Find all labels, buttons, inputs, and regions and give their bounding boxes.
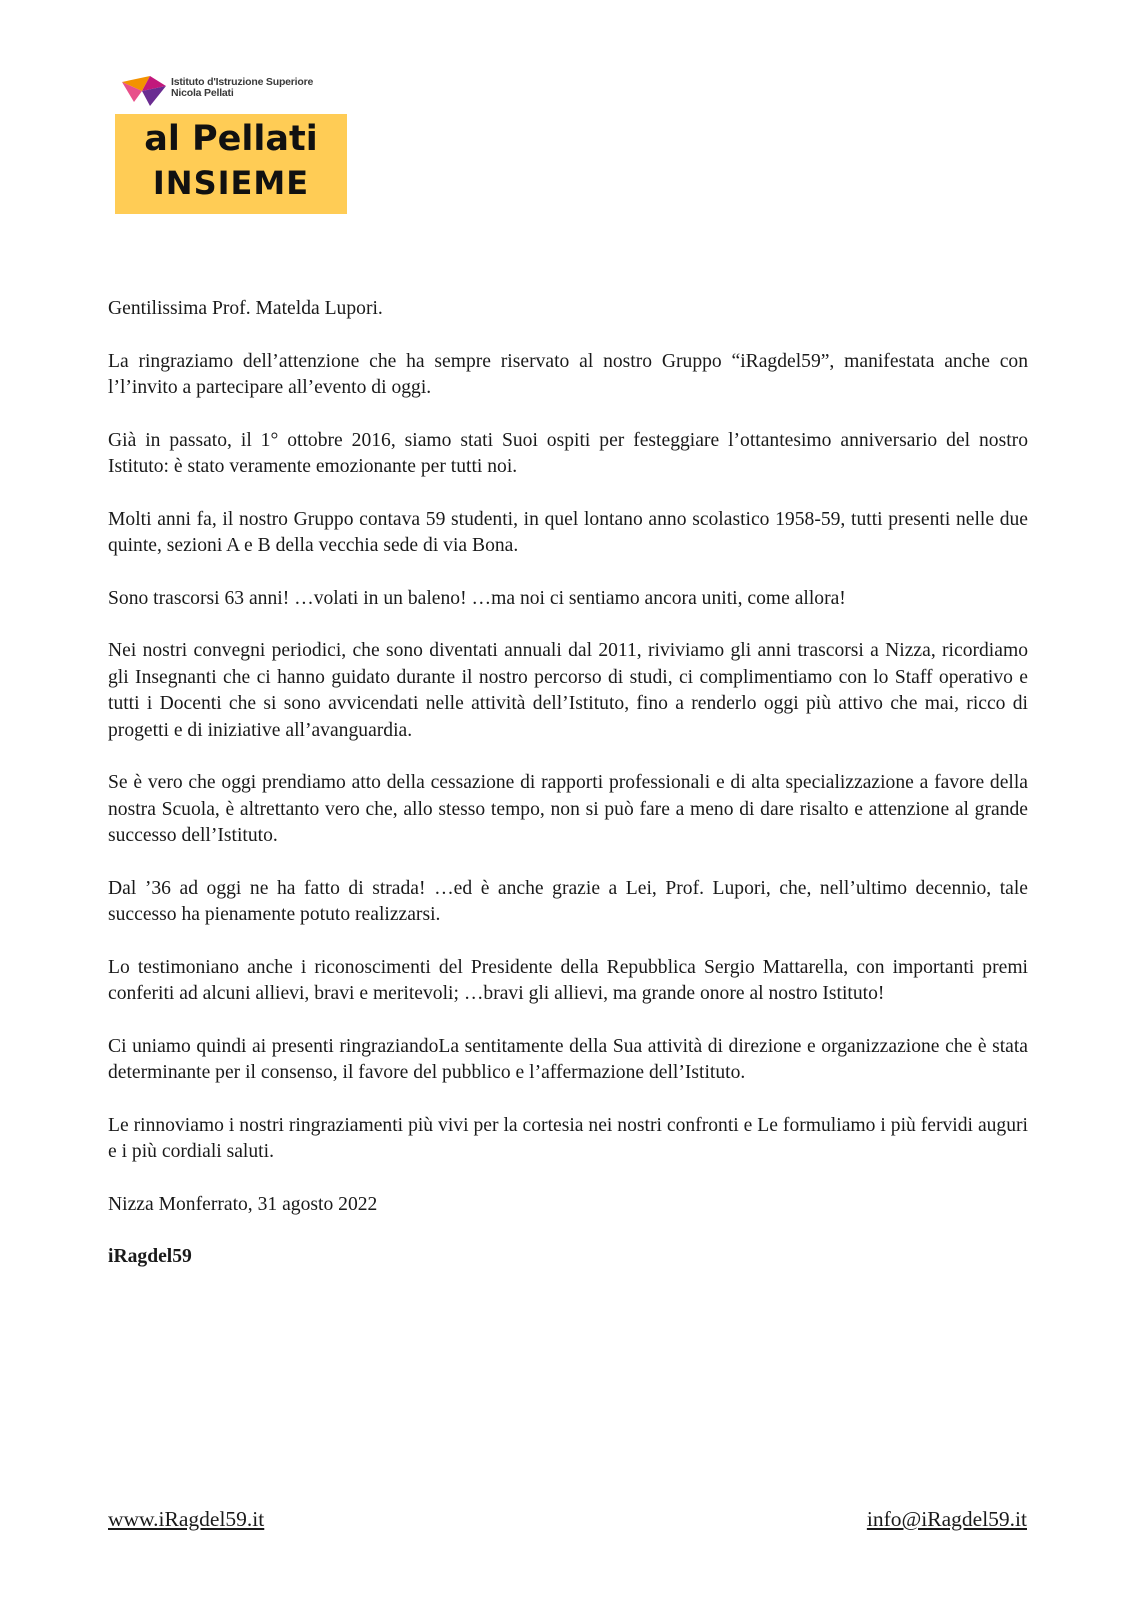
place-date: Nizza Monferrato, 31 agosto 2022 xyxy=(108,1193,378,1215)
salutation: Gentilissima Prof. Matelda Lupori. xyxy=(108,298,383,319)
paragraph-4: Sono trascorsi 63 anni! …volati in un baleno! …ma noi ci sentiamo ancora uniti, come allora! xyxy=(108,587,846,609)
paragraph-6: Se è vero che oggi prendiamo atto della cessazione di rapporti professionali e di alta specializzazione a favore della nostra Scuola, è altrettanto vero che, allo stesso tempo, non si può fare a meno di dare risalto e attenzione al grande successo dell’Istituto. xyxy=(108,772,1028,846)
logo-org-line1: Istituto d'Istruzione Superiore xyxy=(171,76,314,88)
paragraph-10: Le rinnoviamo i nostri ringraziamenti più vivi per la cortesia nei nostri confronti e Le formuliamo i più fervidi auguri e i più cordiali saluti. xyxy=(108,1114,1028,1162)
signature: iRagdel59 xyxy=(108,1246,192,1267)
logo-title-line1: al Pellati xyxy=(144,119,318,159)
letter-body xyxy=(108,296,1028,1297)
logo-org-line2: Nicola Pellati xyxy=(171,87,234,99)
paragraph-3: Molti anni fa, il nostro Gruppo contava 59 studenti, in quel lontano anno scolastico 1958-59, tutti presenti nelle due quinte, sezioni A e B della vecchia sede di via Bona. xyxy=(108,508,1028,556)
paragraph-8: Lo testimoniano anche i riconoscimenti del Presidente della Repubblica Sergio Mattarella, con importanti premi conferiti ad alcuni allievi, bravi e meritevoli; …bravi gli allievi, ma grande onore al nostro Istituto! xyxy=(108,956,1028,1004)
paragraph-9: Ci uniamo quindi ai presenti ringraziandoLa sentitamente della Sua attività di direzione e organizzazione che è stata determinante per il consenso, il favore del pubblico e l’affermazione dell’Istituto. xyxy=(108,1035,1028,1083)
logo-title-box xyxy=(115,114,347,214)
paragraph-1: La ringraziamo dell’attenzione che ha sempre riservato al nostro Gruppo “iRagdel59”, manifestata anche con l’l’invito a partecipare all’evento di oggi. xyxy=(108,350,1028,398)
logo-org-name xyxy=(171,77,313,99)
paragraph-2: Già in passato, il 1° ottobre 2016, siamo stati Suoi ospiti per festeggiare l’ottantesimo anniversario del nostro Istituto: è stato veramente emozionante per tutti noi. xyxy=(108,429,1028,477)
school-logo-icon xyxy=(120,74,168,108)
logo xyxy=(115,70,347,214)
footer-website-link[interactable]: www.iRagdel59.it xyxy=(108,1507,265,1531)
paragraph-7: Dal ’36 ad oggi ne ha fatto di strada! …ed è anche grazie a Lei, Prof. Lupori, che, nell’ultimo decennio, tale successo ha pienamente potuto realizzarsi. xyxy=(108,877,1028,925)
footer-email-link[interactable]: info@iRagdel59.it xyxy=(866,1507,1027,1531)
logo-title-line2: INSIEME xyxy=(152,164,310,202)
paragraph-5: Nei nostri convegni periodici, che sono diventati annuali dal 2011, riviviamo gli anni trascorsi a Nizza, ricordiamo gli Insegnanti che ci hanno guidato durante il nostro percorso di studi, ci complimentiamo con lo Staff operativo e tutti i Docenti che si sono avvicendati nelle attività dell’Istituto, fino a renderlo oggi più attivo che mai, ricco di progetti e di iniziative all’avanguardia. xyxy=(108,640,1028,741)
logo-header xyxy=(115,70,347,114)
